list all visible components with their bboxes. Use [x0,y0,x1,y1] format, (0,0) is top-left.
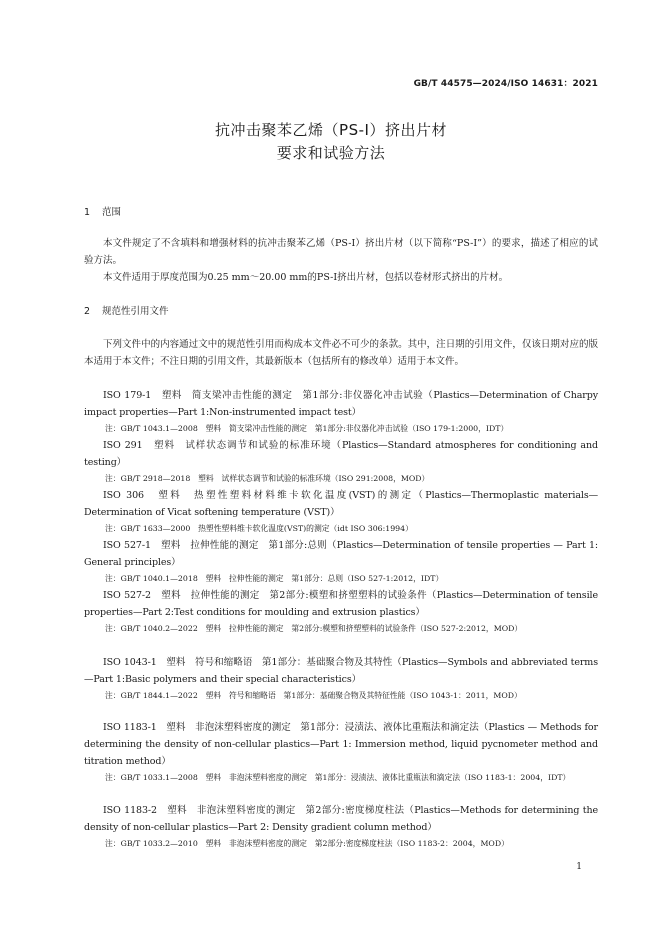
section-title: 范围 [102,207,122,218]
reference-note: 注：GB/T 2918—2018 塑料 试样状态调节和试验的标准环境（ISO 291:2008，MOD） [105,474,430,483]
scope-paragraph-1: 本文件规定了不含填料和增强材料的抗冲击聚苯乙烯（PS-I）挤出片材（以下简称“PS-I”）的要求，描述了相应的试验方法。 [84,238,598,266]
section-heading-scope [84,204,121,218]
reference-entry: ISO 1183-2 塑料 非泡沫塑料密度的测定 第2部分:密度梯度柱法（Plastics—Methods for determining the density of non-cellular plastics—Part 2: Density gradient column method） [84,805,598,833]
reference-note: 注：GB/T 1033.2—2010 塑料 非泡沫塑料密度的测定 第2部分:密度梯度柱法（ISO 1183-2：2004，MOD） [105,839,509,848]
reference-note: 注：GB/T 1043.1—2008 塑料 简支梁冲击性能的测定 第1部分:非仪器化冲击试验（ISO 179-1:2000，IDT） [105,424,509,433]
section-number: 2 [84,306,91,317]
reference-entry: ISO 527-1 塑料 拉伸性能的测定 第1部分:总则（Plastics—Determination of tensile properties — Part 1: General principles） [84,540,598,568]
reference-note: 注：GB/T 1844.1—2022 塑料 符号和缩略语 第1部分：基础聚合物及其特征性能（ISO 1043-1：2011，MOD） [105,691,522,700]
standard-number: GB/T 44575—2024/ISO 14631：2021 [413,79,598,89]
reference-note: 注：GB/T 1633—2000 热塑性塑料维卡软化温度(VST)的测定（idt ISO 306:1994） [105,524,413,533]
section-heading-normative-references [84,303,169,317]
reference-entry: ISO 179-1 塑料 简支梁冲击性能的测定 第1部分:非仪器化冲击试验（Plastics—Determination of Charpy impact properties—Part 1:Non-instrumented impact test） [84,390,598,418]
reference-note: 注：GB/T 1040.2—2022 塑料 拉伸性能的测定 第2部分:模塑和挤塑塑料的试验条件（ISO 527-2:2012，MOD） [105,624,523,633]
section-number: 1 [84,207,91,218]
section-title: 规范性引用文件 [102,306,169,317]
reference-entry: ISO 291 塑料 试样状态调节和试验的标准环境（Plastics—Standard atmospheres for conditioning and testing） [84,440,598,468]
document-subtitle: 要求和试验方法 [276,144,386,162]
scope-paragraph-2: 本文件适用于厚度范围为0.25 mm～20.00 mm的PS-I挤出片材，包括以卷材形式挤出的片材。 [103,272,509,283]
reference-note: 注：GB/T 1040.1—2018 塑料 拉伸性能的测定 第1部分：总则（ISO 527-1:2012，IDT） [105,574,444,583]
document-title: 抗冲击聚苯乙烯（PS-I）挤出片材 [215,121,447,139]
reference-entry: ISO 306 塑料 热塑性塑料材料维卡软化温度(VST)的测定（Plastics—Thermoplastic materials—Determination of Vicat softening temperature (VST)） [84,490,598,518]
page-number: 1 [576,862,582,872]
reference-note: 注：GB/T 1033.1—2008 塑料 非泡沫塑料密度的测定 第1部分：浸渍法、液体比重瓶法和滴定法（ISO 1183-1：2004，IDT） [105,773,571,782]
reference-entry: ISO 527-2 塑料 拉伸性能的测定 第2部分:模塑和挤塑塑料的试验条件（Plastics—Determination of tensile properties—Part 2:Test conditions for moulding and extrusion plastics） [84,590,598,618]
normative-intro-paragraph: 下列文件中的内容通过文中的规范性引用而构成本文件必不可少的条款。其中，注日期的引用文件，仅该日期对应的版本适用于本文件；不注日期的引用文件，其最新版本（包括所有的修改单）适用于本文件。 [84,339,598,367]
reference-entry: ISO 1183-1 塑料 非泡沫塑料密度的测定 第1部分：浸渍法、液体比重瓶法和滴定法（Plastics — Methods for determining the density of non-cellular plastics—Part 1: Immersion method, liquid pycnometer method and titration method） [84,722,598,767]
reference-entry: ISO 1043-1 塑料 符号和缩略语 第1部分：基础聚合物及其特性（Plastics—Symbols and abbreviated terms—Part 1:Basic polymers and their special characteristics） [84,657,598,685]
